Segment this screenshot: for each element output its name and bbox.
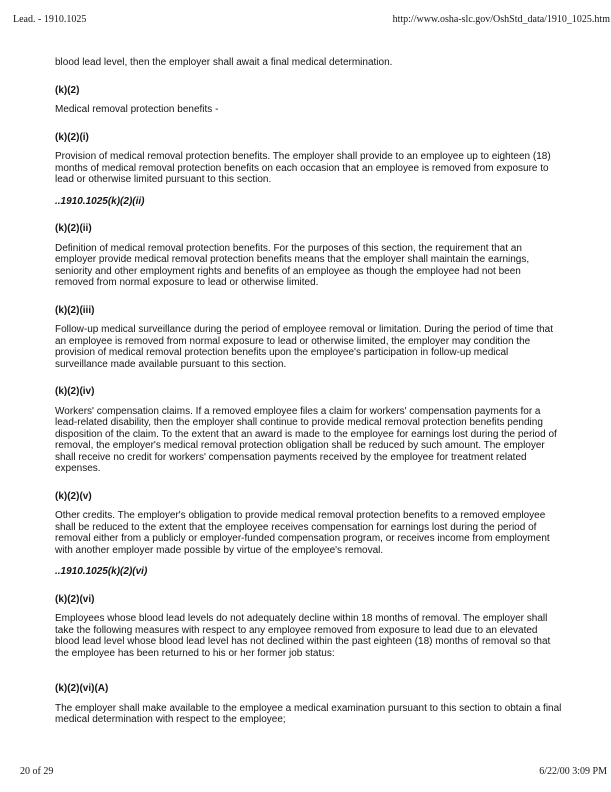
body-paragraph: Workers' compensation claims. If a removed employee files a claim for workers' compensation payments for a lead-related disability, then the employer shall continue to provide medical removal protection benefits pending disposition of the claim. To the extent that an award is made to the employee for earnings lost during the period of removal, the employer's medical removal protection obligation shall be reduced by such amount. The employer shall receive no credit for workers' compensation payments received by the employee for treatment related expenses. (55, 405, 557, 474)
standard-reference-line: ..1910.1025(k)(2)(ii) (55, 195, 145, 207)
standard-reference-line: ..1910.1025(k)(2)(vi) (55, 566, 148, 577)
header-doc-title: Lead. - 1910.1025 (13, 14, 87, 25)
regulation-text (55, 57, 562, 729)
footer-timestamp: 6/22/00 3:09 PM (539, 766, 607, 777)
body-paragraph: The employer shall make available to the employee a medical examination pursuant to this section to obtain a final medical determination with respect to the employee; (55, 702, 562, 725)
heading-k-2: (k)(2) (55, 84, 80, 96)
body-paragraph: Employees whose blood lead levels do not adequately decline within 18 months of removal. The employer shall take the following measures with respect to any employee removed from exposure to lead due to an elevated blood lead level whose blood lead level has not declined within the past eighteen (18) months of removal so that the employee has been returned to his or her former job status: (55, 613, 551, 659)
body-paragraph: Follow-up medical surveillance during the period of employee removal or limitation. During the period of time that an employee is removed from normal exposure to lead or otherwise limited, the employer may condition the provision of medical removal protection benefits upon the employee's participation in follow-up medical surveillance made available pursuant to this section. (55, 324, 554, 370)
running-footer (20, 766, 607, 777)
heading-k-2-v: (k)(2)(v) (55, 490, 92, 502)
heading-k-2-vi-a: (k)(2)(vi)(A) (55, 683, 109, 694)
heading-k-2-iii: (k)(2)(iii) (55, 304, 95, 316)
heading-k-2-i: (k)(2)(i) (55, 131, 89, 143)
body-paragraph: Medical removal protection benefits - (55, 104, 219, 115)
running-header (13, 14, 610, 25)
body-paragraph: Provision of medical removal protection benefits. The employer shall provide to an employee up to eighteen (18) months of medical removal protection benefits on each occasion that an employee is removed from exposure to lead or otherwise limited pursuant to this section. (55, 151, 551, 185)
body-paragraph: Other credits. The employer's obligation to provide medical removal protection benefits to a removed employee shall be reduced to the extent that the employee receives compensation for earnings lost during the period of removal either from a publicly or employer-funded compensation program, or receives income from employment with another employer made possible by virtue of the employee's removal. (55, 510, 550, 556)
heading-k-2-vi: (k)(2)(vi) (55, 593, 95, 605)
heading-k-2-iv: (k)(2)(iv) (55, 386, 95, 397)
header-url: http://www.osha-slc.gov/OshStd_data/1910_1025.htm (392, 14, 610, 25)
heading-k-2-ii: (k)(2)(ii) (55, 223, 92, 234)
body-paragraph: Definition of medical removal protection benefits. For the purposes of this section, the requirement that an employer provide medical removal protection benefits means that the employer shall maintain the earnings, seniority and other employment rights and benefits of an employee as though the employee had not been removed from normal exposure to lead or otherwise limited. (55, 242, 530, 288)
footer-page-number: 20 of 29 (20, 766, 54, 777)
body-paragraph: blood lead level, then the employer shall await a final medical determination. (55, 57, 393, 68)
